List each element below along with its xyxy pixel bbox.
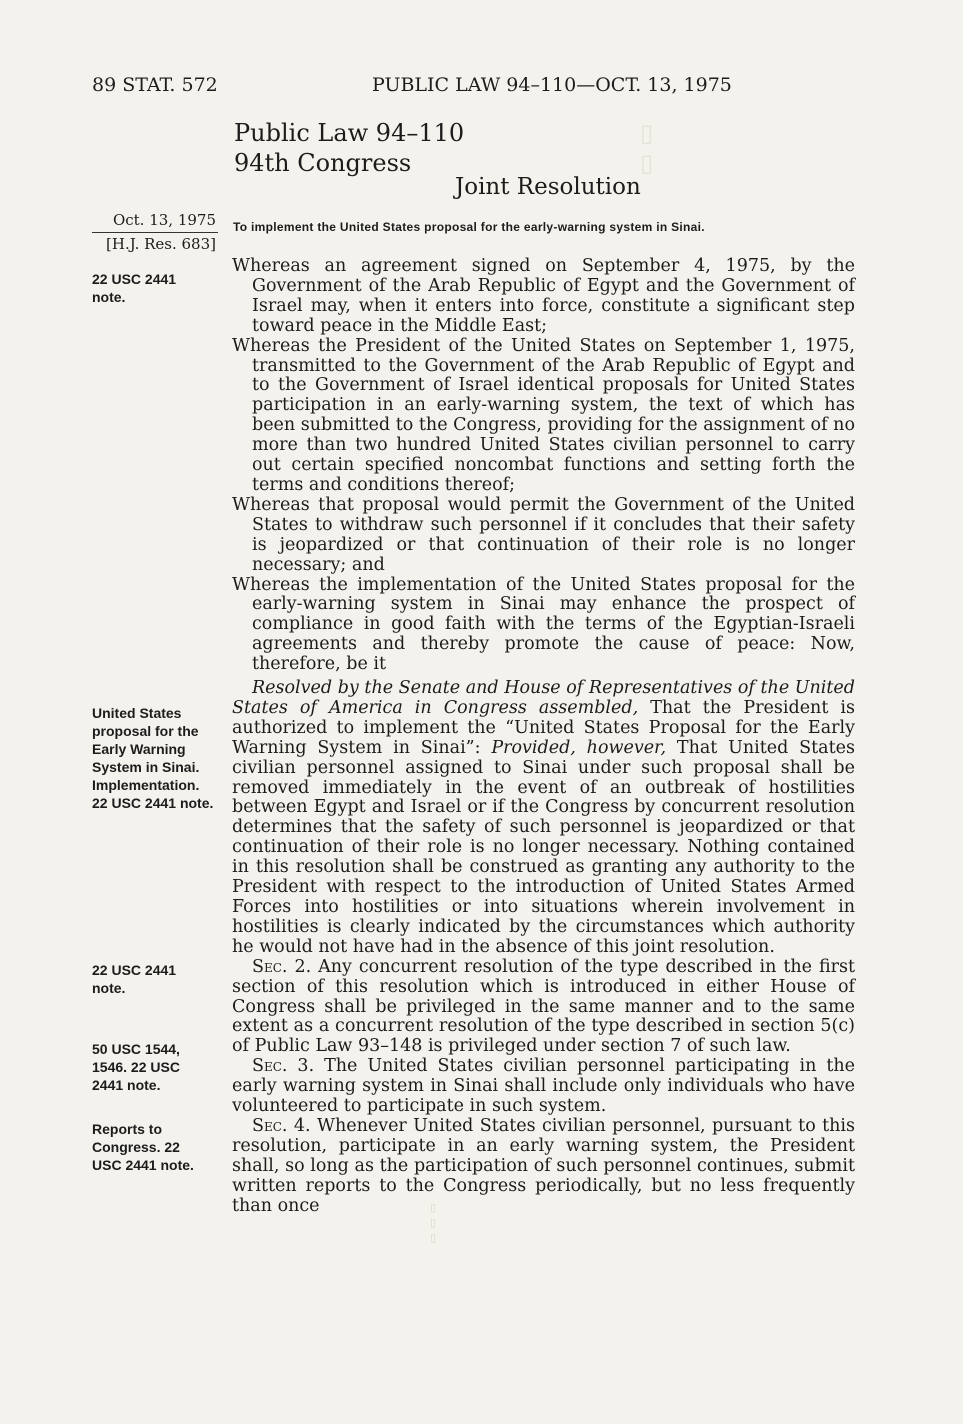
section-label: Sec. 4.	[252, 1115, 311, 1136]
page-reference: 89 STAT. 572	[92, 74, 218, 96]
section-text: The United States civilian personnel participating in the early warning system in Sinai shall include only individuals who have volunteered to participate in such system.	[232, 1056, 855, 1117]
section-2	[232, 958, 855, 1058]
margin-resolution-number: [H.J. Res. 683]	[106, 235, 216, 253]
joint-resolution-heading: Joint Resolution	[455, 174, 641, 200]
purpose-statement: To implement the United States proposal for the early-warning system in Sinai.	[233, 220, 705, 234]
margin-note-2: United States proposal for the Early Warning System in Sinai. Implementation. 22 USC 2441 note.	[92, 705, 214, 811]
bleed-through-text: ▯ ▯ ▯	[430, 1201, 437, 1244]
margin-note-1: 22 USC 2441 note.	[92, 271, 177, 305]
margin-divider	[92, 232, 218, 233]
margin-note-5: Reports to Congress. 22 USC 2441 note.	[92, 1121, 194, 1173]
margin-note-4: 50 USC 1544, 1546. 22 USC 2441 note.	[92, 1041, 180, 1093]
law-title	[234, 118, 464, 178]
section-text: Any concurrent resolution of the type described in the first section of this resolution which is introduced in either House of Congress shall be privileged in the same manner and to the same extent as a concurrent resolution of the type described in section 5(c) of Public Law 93–148 is privileged under section 7 of such law.	[232, 956, 855, 1057]
resolving-clause	[232, 679, 855, 958]
section-label: Sec. 3.	[252, 1056, 315, 1077]
margin-note-3: 22 USC 2441 note.	[92, 962, 177, 996]
section-label: Sec. 2.	[252, 956, 312, 977]
whereas-clause: Whereas that proposal would permit the Government of the United States to withdraw such personnel if it concludes that their safety is jeopardized or that continuation of their role is no longer necessary; and	[232, 494, 855, 575]
margin-date: Oct. 13, 1975	[112, 211, 216, 229]
section-text: Whenever United States civilian personnel, pursuant to this resolution, participate in an early warning system, the President shall, so long as the participation of such personnel continues, submit written reports to the Congress periodically, but no less frequently than once	[232, 1115, 856, 1216]
congress-number: 94th Congress	[234, 149, 412, 177]
running-title: PUBLIC LAW 94–110—OCT. 13, 1975	[372, 74, 732, 96]
whereas-clause: Whereas an agreement signed on September 4, 1975, by the Government of the Arab Republic of Egypt and the Government of Israel may, when it enters into force, constitute a significant step toward peace in the Middle East;	[232, 256, 855, 336]
resolved-text-continued: That United States civilian personnel assigned to Sinai under such proposal shall be removed immediately in the event of an outbreak of hostilities between Egypt and Israel or if the Congress by concurrent resolution determines that the safety of such personnel is jeopardized or that continuation of their role is no longer necessary. Nothing contained in this resolution shall be construed as granting any authority to the President with respect to the introduction of United States Armed Forces into hostilities or into situations wherein involvement in hostilities is clearly indicated by the circumstances which authority he would not have had in the absence of this joint resolution.	[232, 737, 855, 957]
section-4	[232, 1117, 855, 1217]
whereas-clause: Whereas the implementation of the United States proposal for the early-warning system in Sinai may enhance the prospect of compliance in good faith with the terms of the Egyptian-Israeli agreements and thereby promote the cause of peace: Now, therefore, be it	[232, 574, 855, 675]
whereas-clause: Whereas the President of the United States on September 1, 1975, transmitted to the Government of the Arab Republic of Egypt and to the Government of Israel identical proposals for United States participation in an early-warning system, the text of which has been submitted to the Congress, providing for the assignment of no more than two hundred United States civilian personnel to carry out certain specified noncombat functions and setting forth the terms and conditions thereof;	[232, 335, 855, 495]
proviso-words: Provided, however,	[491, 737, 667, 758]
resolved-text: That the President is authorized to implement the “United States Proposal for the Early Warning System in Sinai”:	[232, 697, 855, 758]
section-3	[232, 1057, 855, 1117]
bleed-through-text: ▯ ▯	[640, 119, 654, 177]
resolved-enacting-words: Resolved by the Senate and House of Representatives of the United States of America in Congress assembled,	[232, 678, 855, 718]
law-number: Public Law 94–110	[234, 119, 465, 147]
resolution-body	[232, 257, 855, 1217]
